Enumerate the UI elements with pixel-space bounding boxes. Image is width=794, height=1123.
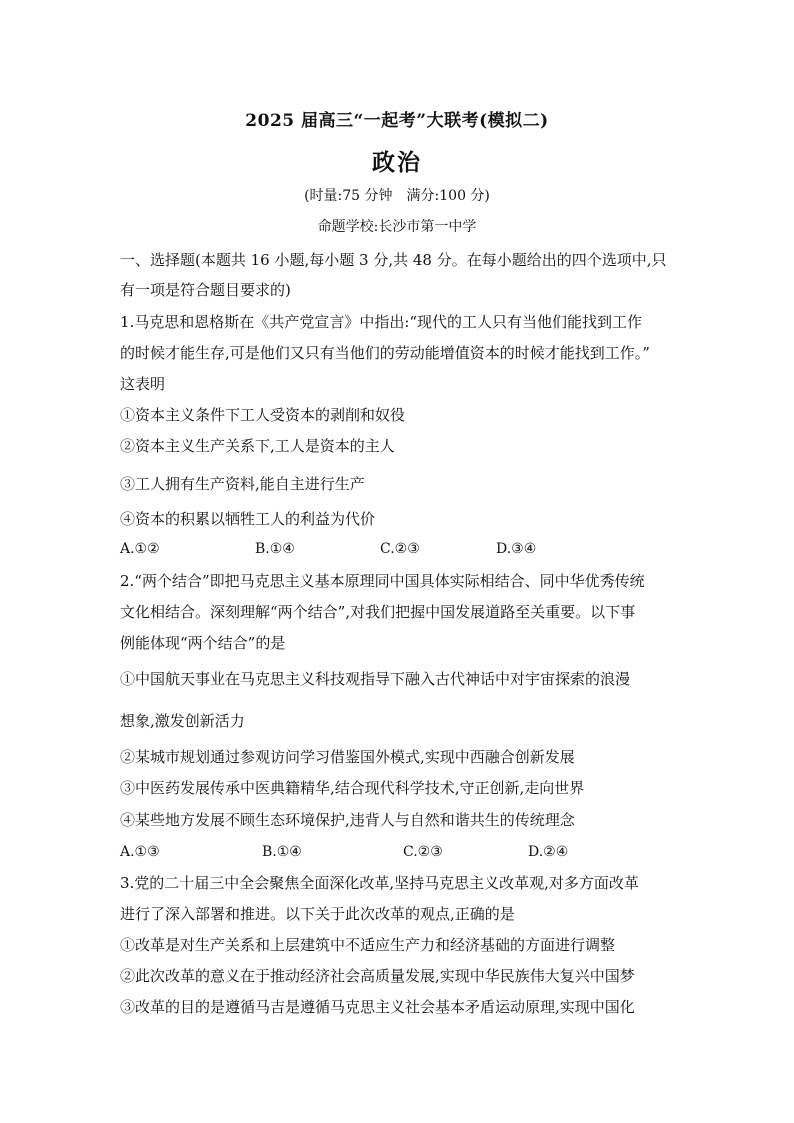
q1-statement-4: ④资本的积累以牺牲工人的利益为代价 bbox=[120, 510, 376, 528]
q1-statement-1: ①资本主义条件下工人受资本的剥削和奴役 bbox=[120, 406, 406, 424]
q1-option-c: C.②③ bbox=[380, 541, 420, 557]
q2-option-d: D.②④ bbox=[528, 844, 569, 860]
q2-option-b: B.①④ bbox=[262, 844, 302, 860]
q3-statement-2: ②此次改革的意义在于推动经济社会高质量发展,实现中华民族伟大复兴中国梦 bbox=[120, 967, 635, 985]
q2-stem-line3: 例能体现“两个结合”的是 bbox=[120, 634, 286, 652]
q1-stem-line1: 1.马克思和恩格斯在《共产党宣言》中指出:“现代的工人只有当他们能找到工作 bbox=[120, 313, 643, 331]
section-instruction-line1: 一、选择题(本题共 16 小题,每小题 3 分,共 48 分。在每小题给出的四个选项中,只 bbox=[120, 251, 667, 269]
q1-option-a: A.①② bbox=[120, 541, 160, 557]
exam-school: 命题学校:长沙市第一中学 bbox=[317, 219, 477, 235]
q3-stem-line2: 进行了深入部署和推进。以下关于此次改革的观点,正确的是 bbox=[120, 905, 515, 923]
q1-option-d: D.③④ bbox=[496, 541, 537, 557]
q1-stem-line3: 这表明 bbox=[120, 375, 166, 393]
exam-timing: (时量:75 分钟 满分:100 分) bbox=[304, 188, 490, 204]
q2-stem-line1: 2.“两个结合”即把马克思主义基本原理同中国具体实际相结合、同中华优秀传统 bbox=[120, 572, 645, 590]
subject-title: 政治 bbox=[372, 149, 422, 176]
q1-statement-2: ②资本主义生产关系下,工人是资本的主人 bbox=[120, 437, 395, 455]
exam-title: 2025 届高三“一起考”大联考(模拟二) bbox=[245, 111, 549, 131]
q2-statement-2: ②某城市规划通过参观访问学习借鉴国外模式,实现中西融合创新发展 bbox=[120, 748, 575, 766]
q1-stem-line2: 的时候才能生存,可是他们又只有当他们的劳动能增值资本的时候才能找到工作。” bbox=[120, 344, 650, 362]
q2-option-a: A.①③ bbox=[120, 844, 160, 860]
q3-stem-line1: 3.党的二十届三中全会聚焦全面深化改革,坚持马克思主义改革观,对多方面改革 bbox=[120, 874, 639, 892]
q2-statement-1b: 想象,激发创新活力 bbox=[120, 712, 245, 730]
q2-statement-4: ④某些地方发展不顾生态环境保护,违背人与自然和谐共生的传统理念 bbox=[120, 811, 575, 829]
q3-statement-3: ③改革的目的是遵循马吉是遵循马克思主义社会基本矛盾运动原理,实现中国化 bbox=[120, 998, 635, 1016]
q2-statement-3: ③中医药发展传承中医典籍精华,结合现代科学技术,守正创新,走向世界 bbox=[120, 779, 585, 797]
q2-statement-1a: ①中国航天事业在马克思主义科技观指导下融入古代神话中对宇宙探索的浪漫 bbox=[120, 670, 631, 688]
q1-option-b: B.①④ bbox=[255, 541, 295, 557]
q2-option-c: C.②③ bbox=[403, 844, 443, 860]
q1-statement-3: ③工人拥有生产资料,能自主进行生产 bbox=[120, 475, 365, 493]
q2-stem-line2: 文化相结合。深刻理解“两个结合”,对我们把握中国发展道路至关重要。以下事 bbox=[120, 603, 636, 621]
section-instruction-line2: 有一项是符合题目要求的) bbox=[120, 281, 291, 299]
q3-statement-1: ①改革是对生产关系和上层建筑中不适应生产力和经济基础的方面进行调整 bbox=[120, 936, 616, 954]
